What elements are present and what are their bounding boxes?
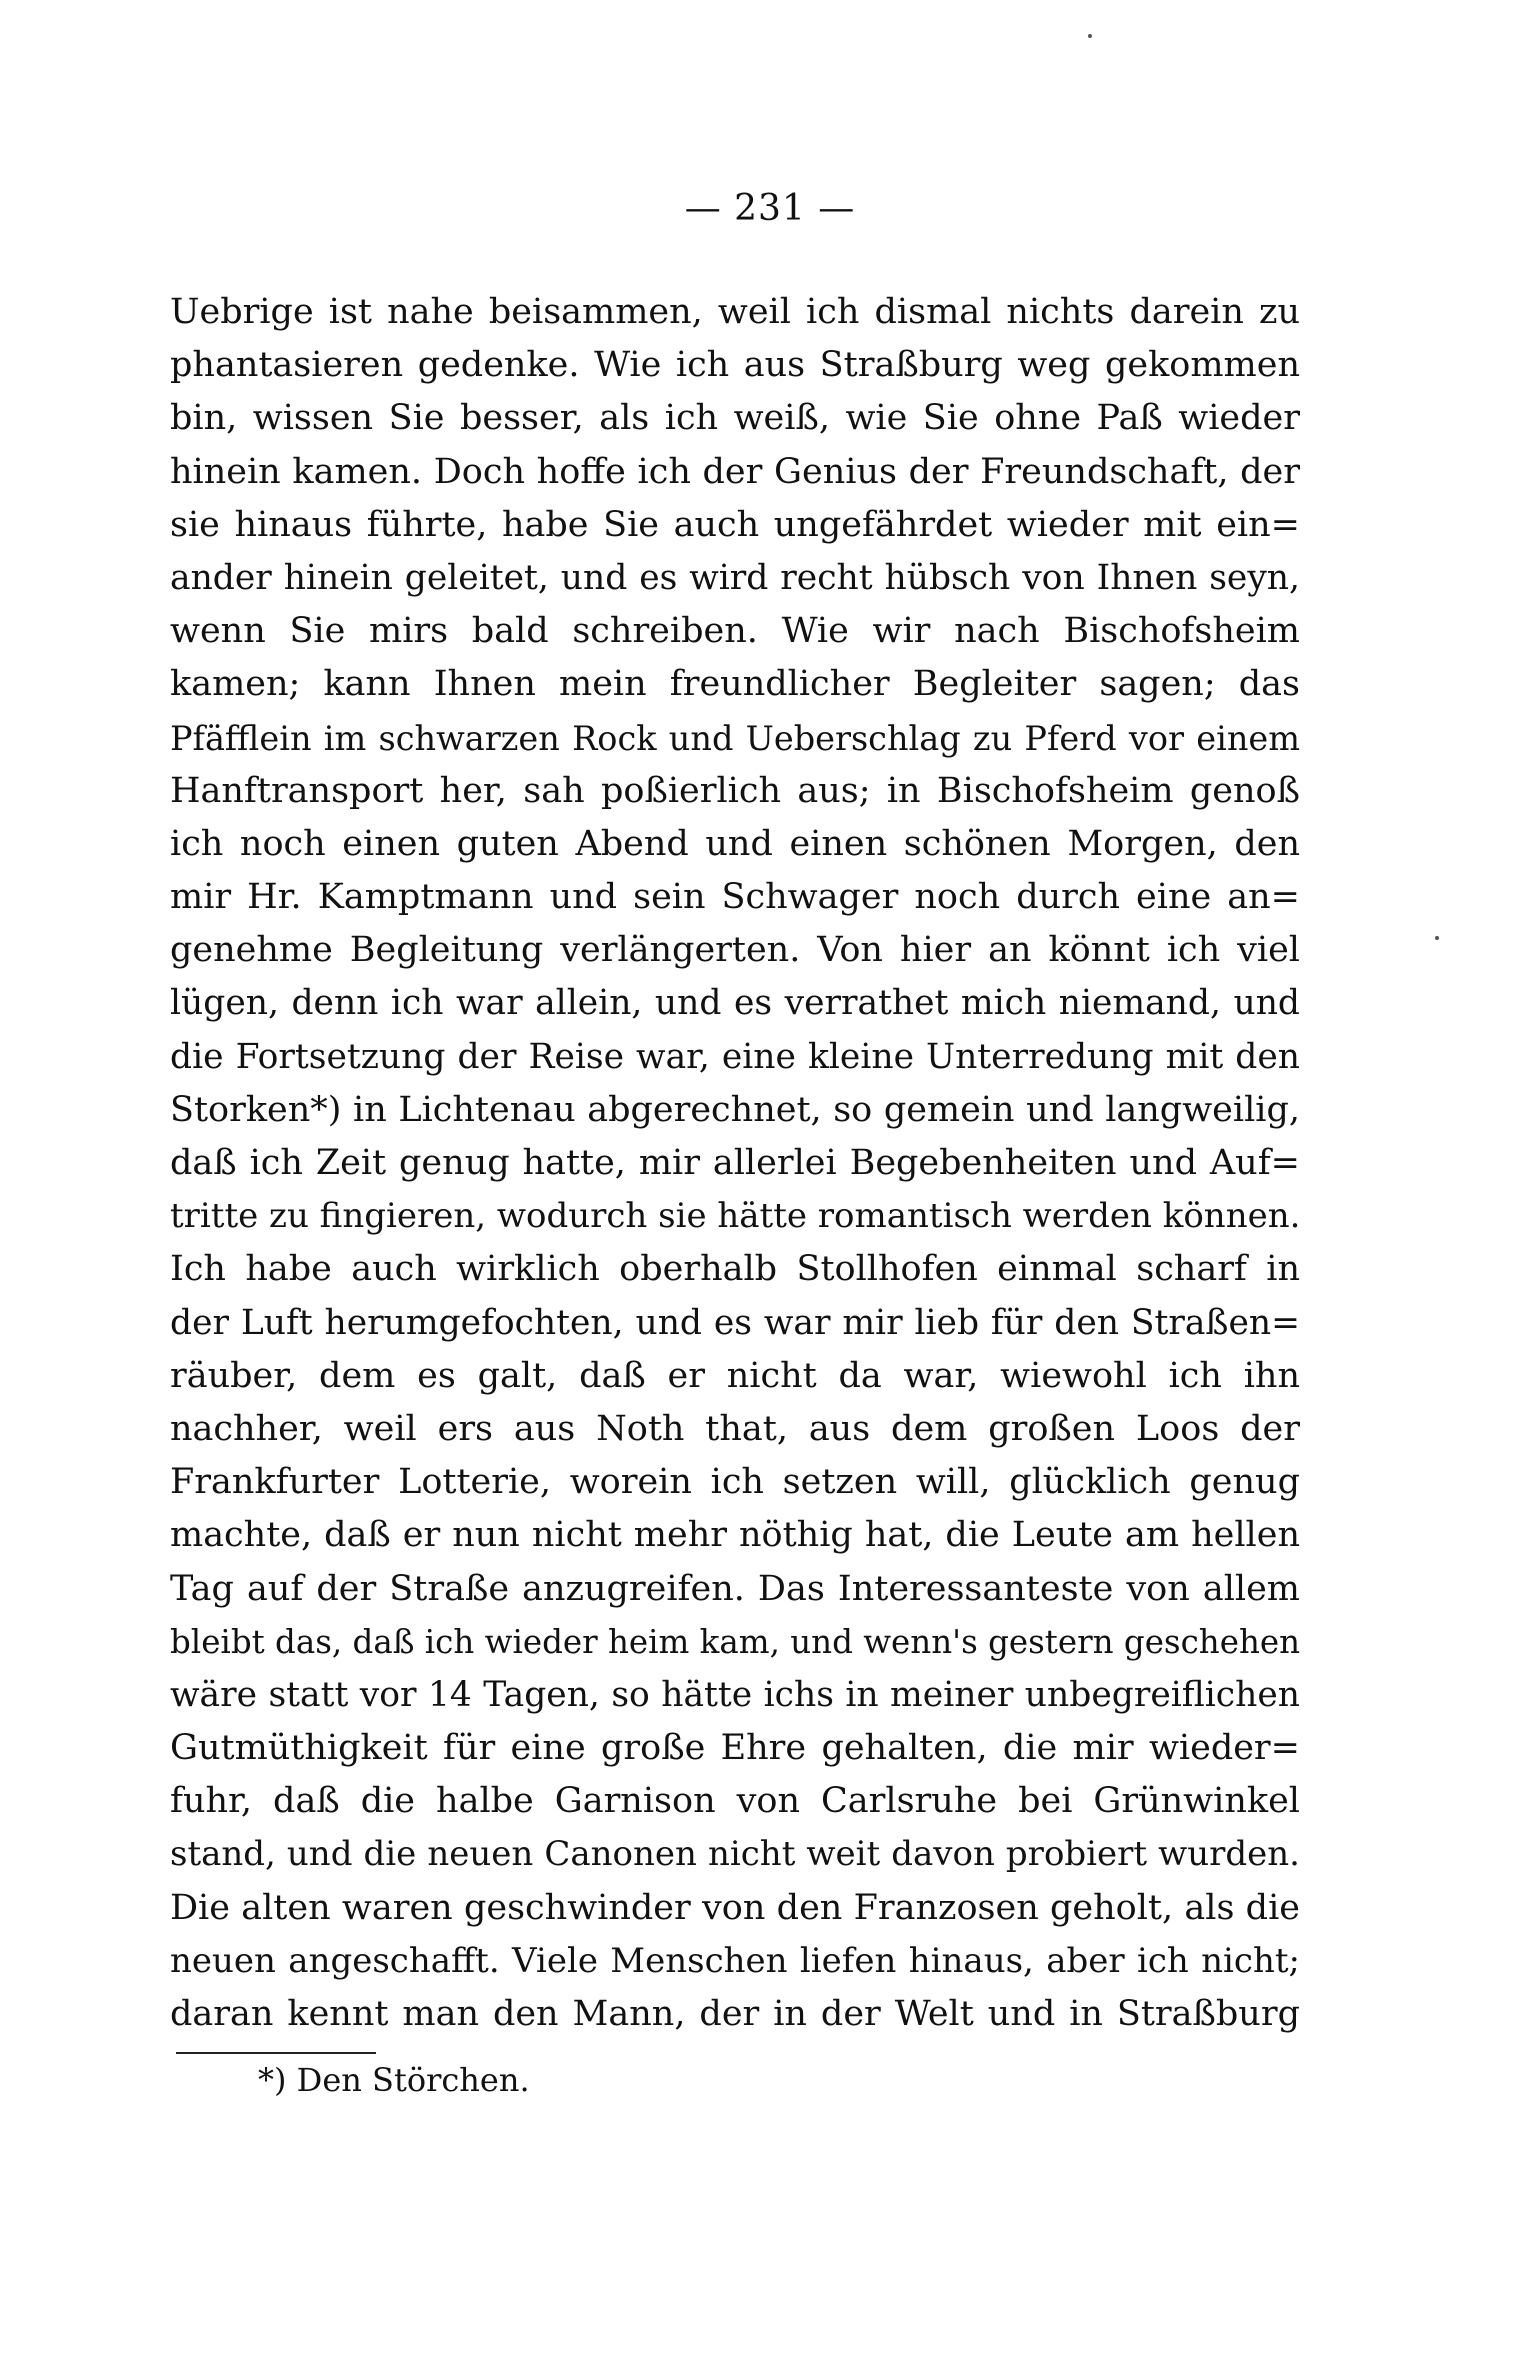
page-number: — 231 — <box>684 188 856 229</box>
text-line: tritte zu fingieren, wodurch sie hätte romantisch werden können. <box>170 1196 1300 1237</box>
body-text <box>170 286 1300 2041</box>
text-line: fuhr, daß die halbe Garnison von Carlsruhe bei Grünwinkel <box>170 1781 1300 1822</box>
text-line: wenn Sie mirs bald schreiben. Wie wir nach Bischofsheim <box>170 611 1300 652</box>
text-line: daran kennt man den Mann, der in der Welt und in Straßburg <box>170 1994 1300 2034</box>
text-line: lügen, denn ich war allein, und es verrathet mich niemand, und <box>170 983 1300 1024</box>
text-line: mir Hr. Kamptmann und sein Schwager noch durch eine an= <box>170 877 1300 918</box>
text-line: genehme Begleitung verlängerten. Von hier an könnt ich viel <box>170 930 1300 971</box>
text-line: bleibt das, daß ich wieder heim kam, und wenn's gestern geschehen <box>170 1622 1300 1661</box>
text-line: machte, daß er nun nicht mehr nöthig hat, die Leute am hellen <box>170 1515 1300 1556</box>
text-line: Uebrige ist nahe beisammen, weil ich dismal nichts darein zu <box>170 292 1300 332</box>
text-line: bin, wissen Sie besser, als ich weiß, wie Sie ohne Paß wieder <box>170 398 1300 439</box>
text-line: phantasieren gedenke. Wie ich aus Straßburg weg gekommen <box>170 345 1300 386</box>
text-line: Frankfurter Lotterie, worein ich setzen will, glücklich genug <box>170 1462 1300 1503</box>
text-line: Storken*) in Lichtenau abgerechnet, so gemein und langweilig, <box>170 1089 1300 1130</box>
paper-speck <box>1088 34 1092 38</box>
text-line: daß ich Zeit genug hatte, mir allerlei Begebenheiten und Auf= <box>170 1143 1300 1183</box>
footnote: *) Den Störchen. <box>258 2061 530 2099</box>
text-line: hinein kamen. Doch hoffe ich der Genius der Freundschaft, der <box>170 451 1300 492</box>
text-line: Pfäfflein im schwarzen Rock und Ueberschlag zu Pferd vor einem <box>170 718 1300 758</box>
text-line: Hanftransport her, sah poßierlich aus; in Bischofsheim genoß <box>170 770 1300 811</box>
text-line: ander hinein geleitet, und es wird recht hübsch von Ihnen seyn, <box>170 557 1300 598</box>
text-line: sie hinaus führte, habe Sie auch ungefährdet wieder mit ein= <box>170 504 1300 545</box>
text-line: Ich habe auch wirklich oberhalb Stollhofen einmal scharf in <box>170 1249 1300 1290</box>
text-line: Die alten waren geschwinder von den Franzosen geholt, als die <box>170 1887 1300 1928</box>
text-line: Gutmüthigkeit für eine große Ehre gehalten, die mir wieder= <box>170 1728 1300 1769</box>
text-line: räuber, dem es galt, daß er nicht da war, wiewohl ich ihn <box>170 1355 1300 1396</box>
text-line: stand, und die neuen Canonen nicht weit davon probiert wurden. <box>170 1834 1300 1875</box>
text-line: Tag auf der Straße anzugreifen. Das Interessanteste von allem <box>170 1568 1300 1609</box>
text-line: kamen; kann Ihnen mein freundlicher Begleiter sagen; das <box>170 664 1300 705</box>
text-line: die Fortsetzung der Reise war, eine kleine Unterredung mit den <box>170 1036 1300 1077</box>
paper-speck <box>1435 936 1439 940</box>
text-line: der Luft herumgefochten, und es war mir lieb für den Straßen= <box>170 1302 1300 1343</box>
text-line: nachher, weil ers aus Noth that, aus dem großen Loos der <box>170 1408 1300 1449</box>
text-line: ich noch einen guten Abend und einen schönen Morgen, den <box>170 823 1300 864</box>
text-line: wäre statt vor 14 Tagen, so hätte ichs in meiner unbegreiflichen <box>170 1674 1300 1715</box>
footnote-divider <box>176 2052 376 2054</box>
text-line: neuen angeschafft. Viele Menschen liefen hinaus, aber ich nicht; <box>170 1940 1300 1981</box>
